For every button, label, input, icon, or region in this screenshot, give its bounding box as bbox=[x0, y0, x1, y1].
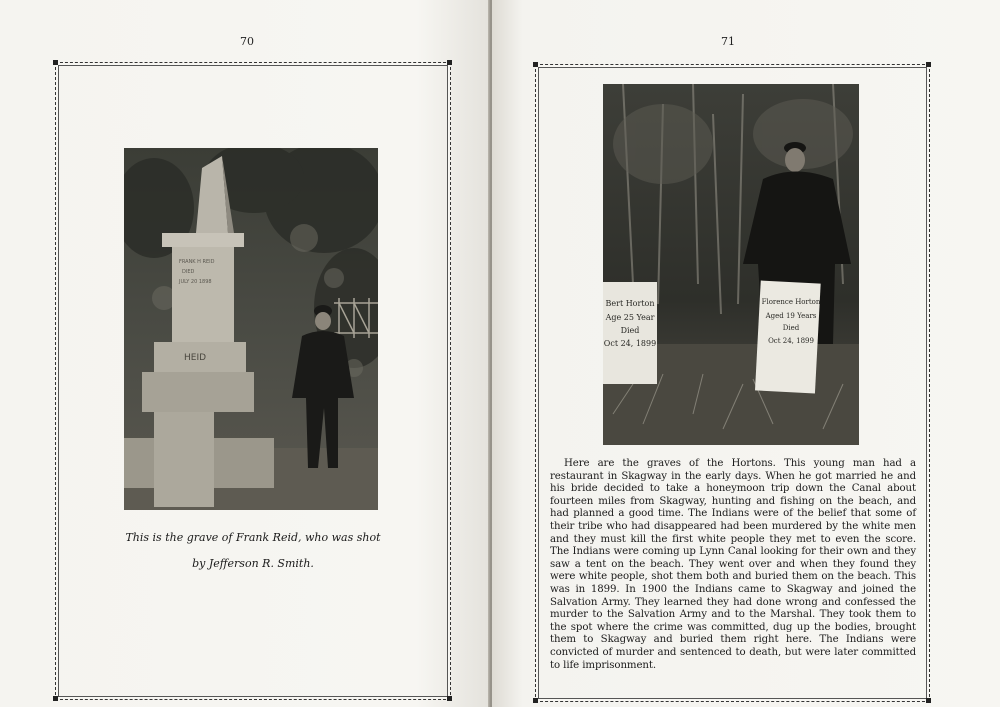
border-corner bbox=[53, 696, 58, 701]
grave-monument-image bbox=[124, 148, 378, 510]
svg-text:JULY 20 1898: JULY 20 1898 bbox=[179, 279, 212, 285]
svg-text:DIED: DIED bbox=[182, 269, 195, 275]
caption-line-1: This is the grave of Frank Reid, who was shot bbox=[125, 531, 381, 544]
marker-right-line-4: Oct 24, 1899 bbox=[768, 337, 814, 345]
horton-graves-story: Here are the graves of the Hortons. This young man had a restaurant in Skagway in the early days. When he got married he and his bride decided to take a honeymoon trip down the Canal about fourteen miles from Skagway, hunting and fishing on the beach, and had planned a good time. The Indians were of the belief that some of their tribe who had disappeared had been murdered by the white men and they must kill the first white people they met to even the score. The Indians were coming up Lynn Canal looking for their own and they saw a tent on the beach. They went over and when they found they were white people, shot them both and buried them on the beach. This was in 1899. In 1900 the Indians came to Skagway and joined the Salvation Army. They learned they had done wrong and confessed the murder to the Salvation Army and to the Marshal. They took them to the spot where the crime was committed, dug up the bodies, brought them to Skagway and buried them right here. The Indians were convicted of murder and sentenced to death, but were later committed to life imprisonment. bbox=[550, 458, 916, 671]
border-corner bbox=[926, 62, 931, 67]
marker-right-line-2: Aged 19 Years bbox=[765, 312, 817, 320]
border-corner bbox=[533, 698, 538, 703]
border-corner bbox=[53, 60, 58, 65]
left-page bbox=[0, 0, 490, 707]
marker-left-line-3: Died bbox=[620, 326, 640, 335]
border-corner bbox=[447, 696, 452, 701]
monument-inscription: HEID bbox=[184, 353, 207, 363]
page-number-70: 70 bbox=[240, 35, 254, 48]
marker-left-line-2: Age 25 Year bbox=[605, 313, 655, 322]
marker-left-line-4: Oct 24, 1899 bbox=[603, 339, 657, 348]
border-corner bbox=[926, 698, 931, 703]
svg-text:FRANK H REID: FRANK H REID bbox=[179, 259, 215, 265]
marker-left-line-1: Bert Horton bbox=[605, 299, 655, 308]
horton-grave-markers-image bbox=[603, 84, 859, 445]
frank-reid-grave-photo bbox=[124, 148, 378, 510]
page-number-71: 71 bbox=[721, 35, 735, 48]
caption-line-2: by Jefferson R. Smith. bbox=[192, 557, 314, 570]
border-corner bbox=[533, 62, 538, 67]
photo-caption bbox=[108, 525, 398, 577]
marker-right-line-3: Died bbox=[782, 324, 800, 332]
horton-graves-photo bbox=[603, 84, 859, 445]
right-page bbox=[492, 0, 1000, 707]
border-corner bbox=[447, 60, 452, 65]
marker-right-line-1: Florence Horton bbox=[761, 298, 821, 306]
